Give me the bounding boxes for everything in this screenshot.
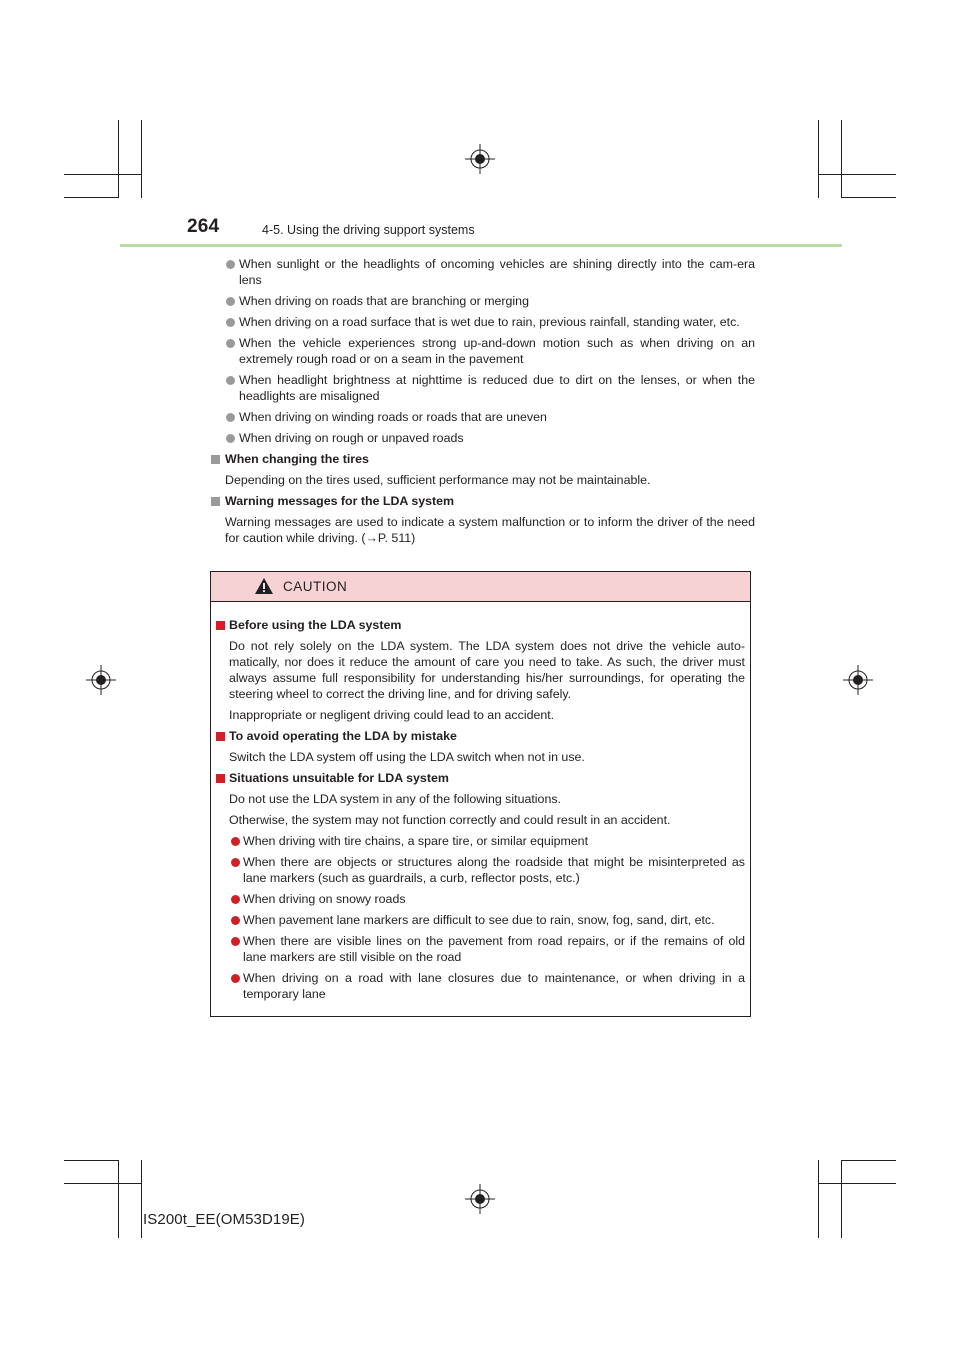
bullet-dot-icon [226,434,235,443]
crop-mark [64,197,119,198]
bullet-dot-icon [226,413,235,422]
square-bullet-icon [216,621,225,630]
crop-mark [64,1183,142,1184]
caution-box [210,571,751,1017]
bullet-dot-icon [226,318,235,327]
list-item: When sunlight or the headlights of oncoming vehicles are shining directly into the cam-era lens [210,256,755,288]
paragraph: Depending on the tires used, sufficient performance may not be maintainable. [225,473,651,487]
paragraph: Do not use the LDA system in any of the following situations. [229,792,561,806]
paragraph: Switch the LDA system off using the LDA switch when not in use. [229,750,585,764]
caution-title: CAUTION [283,579,348,594]
crop-mark [841,197,896,198]
crop-mark [118,120,119,198]
registration-mark-icon [843,665,873,695]
paragraph: Warning messages are used to indicate a system malfunction or to inform the driver of the need for caution while driving. (→P. 511) [225,515,755,545]
list-item: When pavement lane markers are difficult to see due to rain, snow, fog, sand, dirt, etc. [211,912,745,928]
registration-mark-icon [86,665,116,695]
bullet-dot-icon [226,376,235,385]
bullet-dot-icon [226,339,235,348]
paragraph: Inappropriate or negligent driving could lead to an accident. [229,708,555,722]
caution-heading: Before using the LDA system [211,617,745,633]
caution-body [211,616,745,1007]
crop-mark [818,174,896,175]
list-item: When driving on rough or unpaved roads [210,430,755,446]
document-code: IS200t_EE(OM53D19E) [143,1211,305,1228]
bullet-dot-icon [231,837,240,846]
list-item: When driving on roads that are branching or merging [210,293,755,309]
list-item: When driving on winding roads or roads that are uneven [210,409,755,425]
crop-mark [841,1160,896,1161]
list-item: When driving on a road with lane closures due to maintenance, or when driving in a temporary lane [211,970,745,1002]
list-item: When the vehicle experiences strong up-and-down motion such as when driving on an extremely rough road or on a seam in the pavement [210,335,755,367]
crop-mark [818,1160,819,1238]
crop-mark [141,120,142,198]
square-bullet-icon [216,732,225,741]
square-bullet-icon [211,497,220,506]
crop-mark [841,120,842,198]
caution-heading: Situations unsuitable for LDA system [211,770,745,786]
bullet-dot-icon [231,916,240,925]
crop-mark [118,1160,119,1238]
bullet-dot-icon [231,937,240,946]
subsection-heading: Warning messages for the LDA system [210,493,755,509]
paragraph: Otherwise, the system may not function correctly and could result in an accident. [229,813,671,827]
crop-mark [64,1160,119,1161]
warning-triangle-icon [255,578,273,594]
crop-mark [818,1183,896,1184]
caution-header [211,572,750,602]
section-title: 4-5. Using the driving support systems [262,223,475,237]
bullet-dot-icon [226,297,235,306]
list-item: When driving on a road surface that is wet due to rain, previous rainfall, standing water, etc. [210,314,755,330]
main-body [210,256,755,551]
list-item: When headlight brightness at nighttime is reduced due to dirt on the lenses, or when the headlights are misaligned [210,372,755,404]
crop-mark [64,174,142,175]
crop-mark [818,120,819,198]
page-number: 264 [187,216,220,237]
crop-mark [841,1160,842,1238]
square-bullet-icon [211,455,220,464]
caution-heading: To avoid operating the LDA by mistake [211,728,745,744]
list-item: When there are objects or structures along the roadside that might be misinterpreted as lane markers (such as guardrails, a curb, reflector posts, etc.) [211,854,745,886]
bullet-dot-icon [226,260,235,269]
list-item: When there are visible lines on the pavement from road repairs, or if the remains of old lane markers are still visible on the road [211,933,745,965]
crop-mark [141,1160,142,1238]
subsection-heading: When changing the tires [210,451,755,467]
registration-mark-icon [465,144,495,174]
list-item: When driving with tire chains, a spare tire, or similar equipment [211,833,745,849]
bullet-dot-icon [231,858,240,867]
square-bullet-icon [216,774,225,783]
bullet-dot-icon [231,974,240,983]
paragraph: Do not rely solely on the LDA system. The LDA system does not drive the vehicle auto-matically, nor does it reduce the amount of care you need to take. As such, the driver must always assume full responsibility for understanding his/her surroundings, for operating the steering wheel to correct the driving line, and for driving safely. [229,639,745,701]
header-divider [120,244,842,247]
registration-mark-icon [465,1184,495,1214]
bullet-dot-icon [231,895,240,904]
list-item: When driving on snowy roads [211,891,745,907]
